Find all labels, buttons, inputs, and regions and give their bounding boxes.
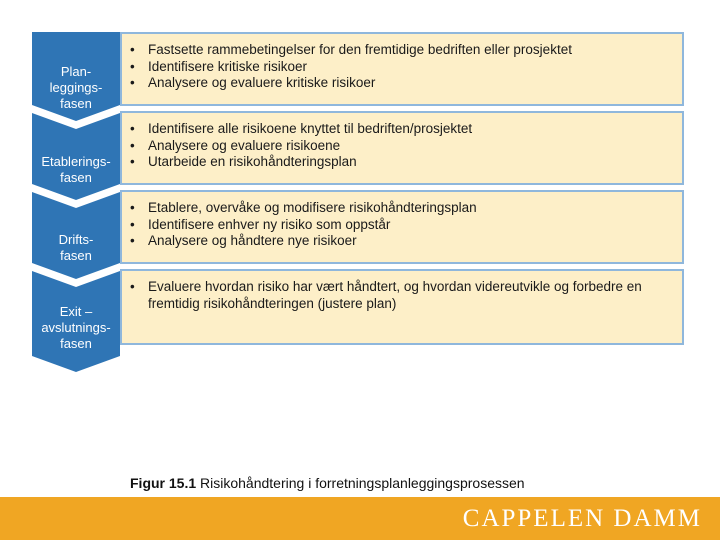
phase-label-line: fasen	[60, 96, 92, 111]
figure-number: Figur 15.1	[130, 475, 197, 491]
bullet-item: • Identifisere alle risikoene knyttet til bedriften/prosjektet	[144, 121, 674, 138]
bullet-item: • Evaluere hvordan risiko har vært håndtert, og hvordan videreutvikle og forbedre en fremtidig risikohåndteringen (justere plan)	[144, 279, 674, 312]
bullet-item: • Analysere og håndtere nye risikoer	[144, 233, 674, 250]
phase-label-line: Drifts-	[58, 232, 94, 247]
bullet-item: • Identifisere kritiske risikoer	[144, 59, 674, 76]
bullet-item: • Analysere og evaluere risikoene	[144, 138, 674, 155]
phase-label-planleggingsfasen	[32, 56, 120, 120]
phase-box-exitfasen	[120, 269, 684, 345]
phase-label-exitfasen	[32, 296, 120, 360]
phase-label-etableringsfasen	[32, 148, 120, 192]
figure-caption	[130, 475, 525, 491]
bullet-item: • Etablere, overvåke og modifisere risikohåndteringsplan	[144, 200, 674, 217]
phase-label-line: Etablerings-	[41, 154, 111, 169]
phase-label-line: fasen	[60, 170, 92, 185]
bullet-item: • Utarbeide en risikohåndteringsplan	[144, 154, 674, 171]
bullet-item: • Analysere og evaluere kritiske risikoer	[144, 75, 674, 92]
publisher-logo: CAPPELEN DAMM	[462, 505, 702, 532]
phase-label-line: avslutnings-	[41, 320, 111, 335]
phase-box-driftsfasen	[120, 190, 684, 264]
bullet-list	[144, 200, 674, 250]
phase-label-driftsfasen	[32, 226, 120, 270]
phase-label-line: Plan-	[60, 64, 92, 79]
phase-label-line: fasen	[60, 248, 92, 263]
figure-caption-text: Risikohåndtering i forretningsplanleggingsprosessen	[200, 475, 525, 491]
bullet-list	[144, 279, 674, 312]
phase-label-line: leggings-	[49, 80, 103, 95]
bullet-list	[144, 42, 674, 92]
phase-label-line: Exit –	[59, 304, 93, 319]
bullet-item: • Fastsette rammebetingelser for den fremtidige bedriften eller prosjektet	[144, 42, 674, 59]
phase-label-line: fasen	[60, 336, 92, 351]
bullet-list	[144, 121, 674, 171]
bullet-item: • Identifisere enhver ny risiko som oppstår	[144, 217, 674, 234]
phase-box-etableringsfasen	[120, 111, 684, 185]
phase-box-planleggingsfasen	[120, 32, 684, 106]
